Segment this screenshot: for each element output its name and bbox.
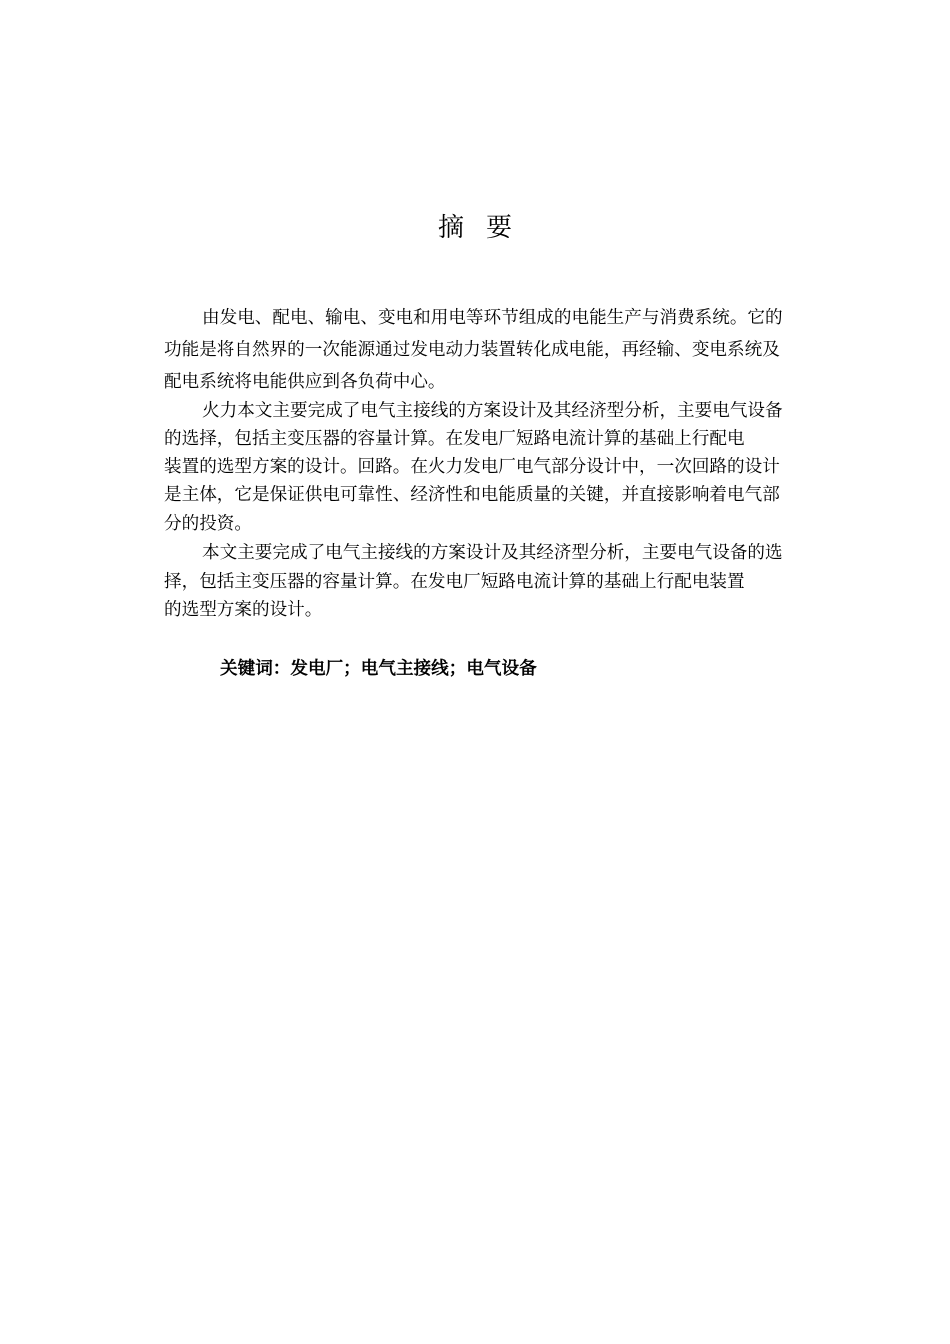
- paragraph-1-line-2: 功能是将自然界的一次能源通过发电动力装置转化成电能，再经输、变电系统及: [164, 340, 780, 360]
- paragraph-3-line-1: 本文主要完成了电气主接线的方案设计及其经济型分析，主要电气设备的选: [202, 543, 783, 563]
- paragraph-1-line-1: 由发电、配电、输电、变电和用电等环节组成的电能生产与消费系统。它的: [202, 308, 783, 328]
- paragraph-3-line-3: 的选型方案的设计。: [164, 600, 323, 620]
- paragraph-2-line-4: 是主体，它是保证供电可靠性、经济性和电能质量的关键，并直接影响着电气部: [164, 485, 780, 505]
- paragraph-3-line-2: 择，包括主变压器的容量计算。在发电厂短路电流计算的基础上行配电装置: [164, 572, 745, 592]
- paragraph-2-line-5: 分的投资。: [164, 514, 252, 534]
- keywords-line: 关键词：发电厂；电气主接线；电气设备: [220, 659, 537, 679]
- page-title: 摘要: [437, 213, 534, 243]
- paragraph-1-line-3: 配电系统将电能供应到各负荷中心。: [164, 372, 446, 392]
- paragraph-2-line-2: 的选择，包括主变压器的容量计算。在发电厂短路电流计算的基础上行配电: [164, 429, 745, 449]
- paragraph-2-line-3: 装置的选型方案的设计。回路。在火力发电厂电气部分设计中，一次回路的设计: [164, 457, 780, 477]
- paragraph-2-line-1: 火力本文主要完成了电气主接线的方案设计及其经济型分析，主要电气设备: [202, 401, 783, 421]
